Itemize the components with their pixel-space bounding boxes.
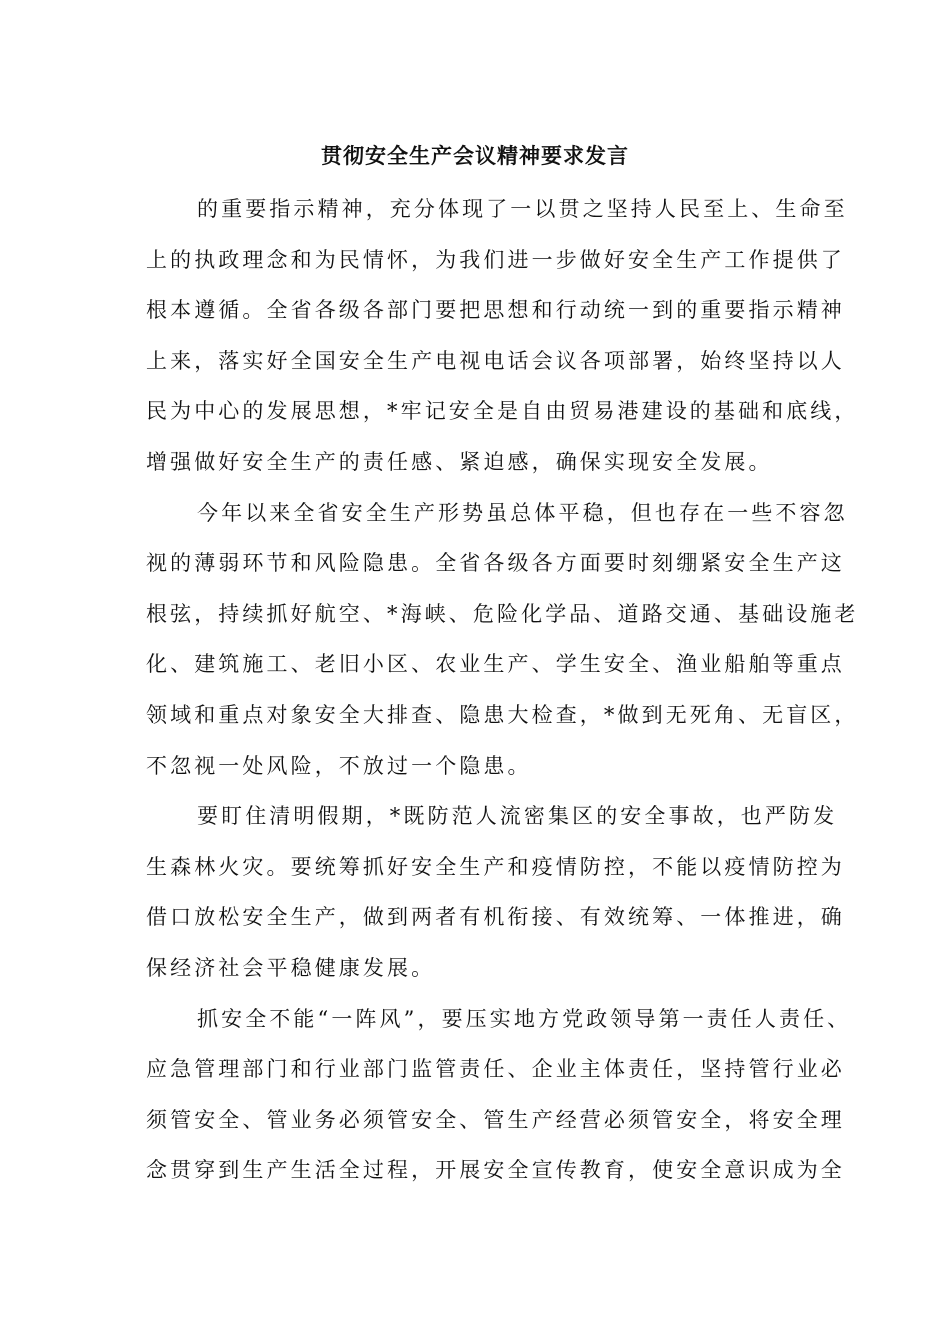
text-line: 抓安全不能“一阵风”，要压实地方党政领导第一责任人责任、	[197, 1006, 852, 1031]
text-line: 念贯穿到生产生活全过程，开展安全宣传教育，使安全意识成为全	[146, 1158, 845, 1183]
text-line: 民为中心的发展思想，*牢记安全是自由贸易港建设的基础和底线，	[146, 399, 859, 424]
document-title: 贯彻安全生产会议精神要求发言	[321, 143, 629, 168]
paragraph-1	[146, 184, 859, 488]
text-line: 不忽视一处风险，不放过一个隐患。	[146, 753, 532, 778]
text-line: 保经济社会平稳健康发展。	[146, 955, 436, 980]
text-line: 视的薄弱环节和风险隐患。全省各级各方面要时刻绷紧安全生产这	[146, 551, 845, 576]
text-line: 根弦，持续抓好航空、*海峡、危险化学品、道路交通、基础设施老	[146, 601, 859, 626]
paragraph-4	[146, 994, 852, 1196]
document-body	[146, 184, 859, 1196]
text-line: 借口放松安全生产，做到两者有机衔接、有效统筹、一体推进，确	[146, 905, 845, 930]
text-line: 须管安全、管业务必须管安全、管生产经营必须管安全，将安全理	[146, 1107, 845, 1132]
text-line: 的重要指示精神，充分体现了一以贯之坚持人民至上、生命至	[197, 197, 848, 221]
text-line: 今年以来全省安全生产形势虽总体平稳，但也存在一些不容忽	[197, 500, 848, 525]
text-line: 上来，落实好全国安全生产电视电话会议各项部署，始终坚持以人	[146, 348, 845, 373]
text-line: 化、建筑施工、老旧小区、农业生产、学生安全、渔业船舶等重点	[146, 652, 845, 677]
paragraph-3	[146, 791, 845, 993]
text-line: 应急管理部门和行业部门监管责任、企业主体责任，坚持管行业必	[146, 1057, 845, 1082]
text-line: 生森林火灾。要统筹抓好安全生产和疫情防控，不能以疫情防控为	[146, 854, 845, 879]
text-line: 要盯住清明假期，*既防范人流密集区的安全事故，也严防发	[197, 804, 838, 829]
paragraph-2	[146, 488, 859, 792]
text-line: 领域和重点对象安全大排查、隐患大检查，*做到无死角、无盲区，	[146, 702, 859, 727]
text-line: 上的执政理念和为民情怀，为我们进一步做好安全生产工作提供了	[146, 247, 845, 272]
text-line: 增强做好安全生产的责任感、紧迫感，确保实现安全发展。	[146, 449, 773, 474]
text-line: 根本遵循。全省各级各部门要把思想和行动统一到的重要指示精神	[146, 298, 845, 323]
